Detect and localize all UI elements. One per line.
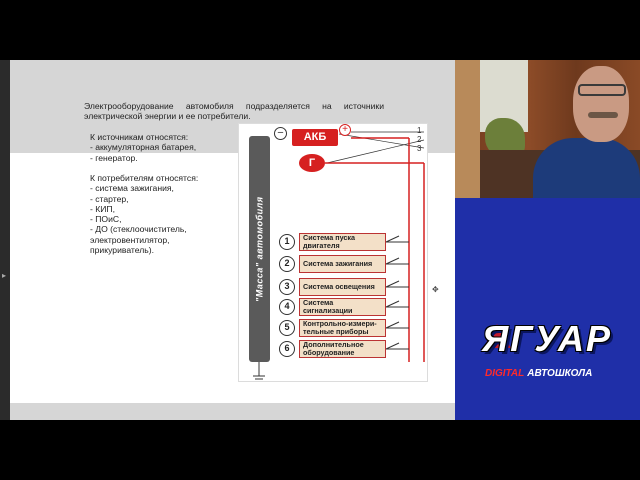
system-number: 2 [279,256,295,272]
system-label: Система пуска двигателя [299,233,386,251]
list-item: - система зажигания, [90,183,174,194]
presenter-mustache [588,112,618,118]
sources-heading: К источникам относятся: [90,132,189,142]
consumers-heading: К потребителям относятся: [90,173,199,183]
list-item: - КИП, [90,203,115,214]
collapse-arrow-icon[interactable]: ▸ [2,271,7,280]
minus-terminal-icon: − [274,127,287,140]
system-label: Контрольно-измери- тельные приборы [299,319,386,337]
system-label: Система зажигания [299,255,386,273]
plus-terminal-icon: + [339,124,351,136]
system-label: Дополнительное оборудование [299,340,386,358]
list-item: - ДО (стеклоочиститель, [90,224,187,235]
consumers-list [90,173,198,255]
system-number: 4 [279,299,295,315]
left-strip [0,60,10,420]
system-number: 1 [279,234,295,250]
brand-subtitle-rest: АВТОШКОЛА [527,368,593,379]
sources-list [90,132,196,163]
move-cursor-icon: ✥ [432,285,439,294]
generator-block: Г [299,154,325,172]
webcam-bg-left [455,60,480,198]
list-item: электровентилятор, [90,234,170,245]
electrical-diagram [238,123,428,382]
wire-number-3: 3 [417,144,422,153]
slide-bottom-band [10,403,455,420]
slide-intro-text: Электрооборудование автомобиля подразделяется на источники электрической энергии и ее потребители. [84,101,384,121]
list-item: - аккумуляторная батарея, [90,142,197,153]
ground-label: "Масса" автомобиля [254,196,265,302]
presenter-shirt [533,138,640,198]
webcam-video[interactable] [455,60,640,198]
brand-logo: ЯГУАР [481,318,613,359]
system-number: 6 [279,341,295,357]
list-item: прикуриватель). [90,245,155,256]
system-number: 5 [279,320,295,336]
system-label: Система освещения [299,278,386,296]
switch-lines [386,236,409,349]
list-item: - стартер, [90,193,129,204]
presenter-glasses [578,84,626,96]
wire-number-1: 1 [417,126,422,135]
system-label: Система сигнализации [299,298,386,316]
wire-number-2: 2 [417,135,422,144]
list-item: - генератор. [90,152,138,163]
brand-panel [455,198,640,420]
system-number: 3 [279,279,295,295]
list-item: - ПОиС, [90,214,122,225]
battery-block: АКБ [292,129,338,146]
brand-subtitle-accent: DIGITAL [485,368,525,379]
presenter-head [573,66,629,142]
brand-subtitle [485,368,615,379]
